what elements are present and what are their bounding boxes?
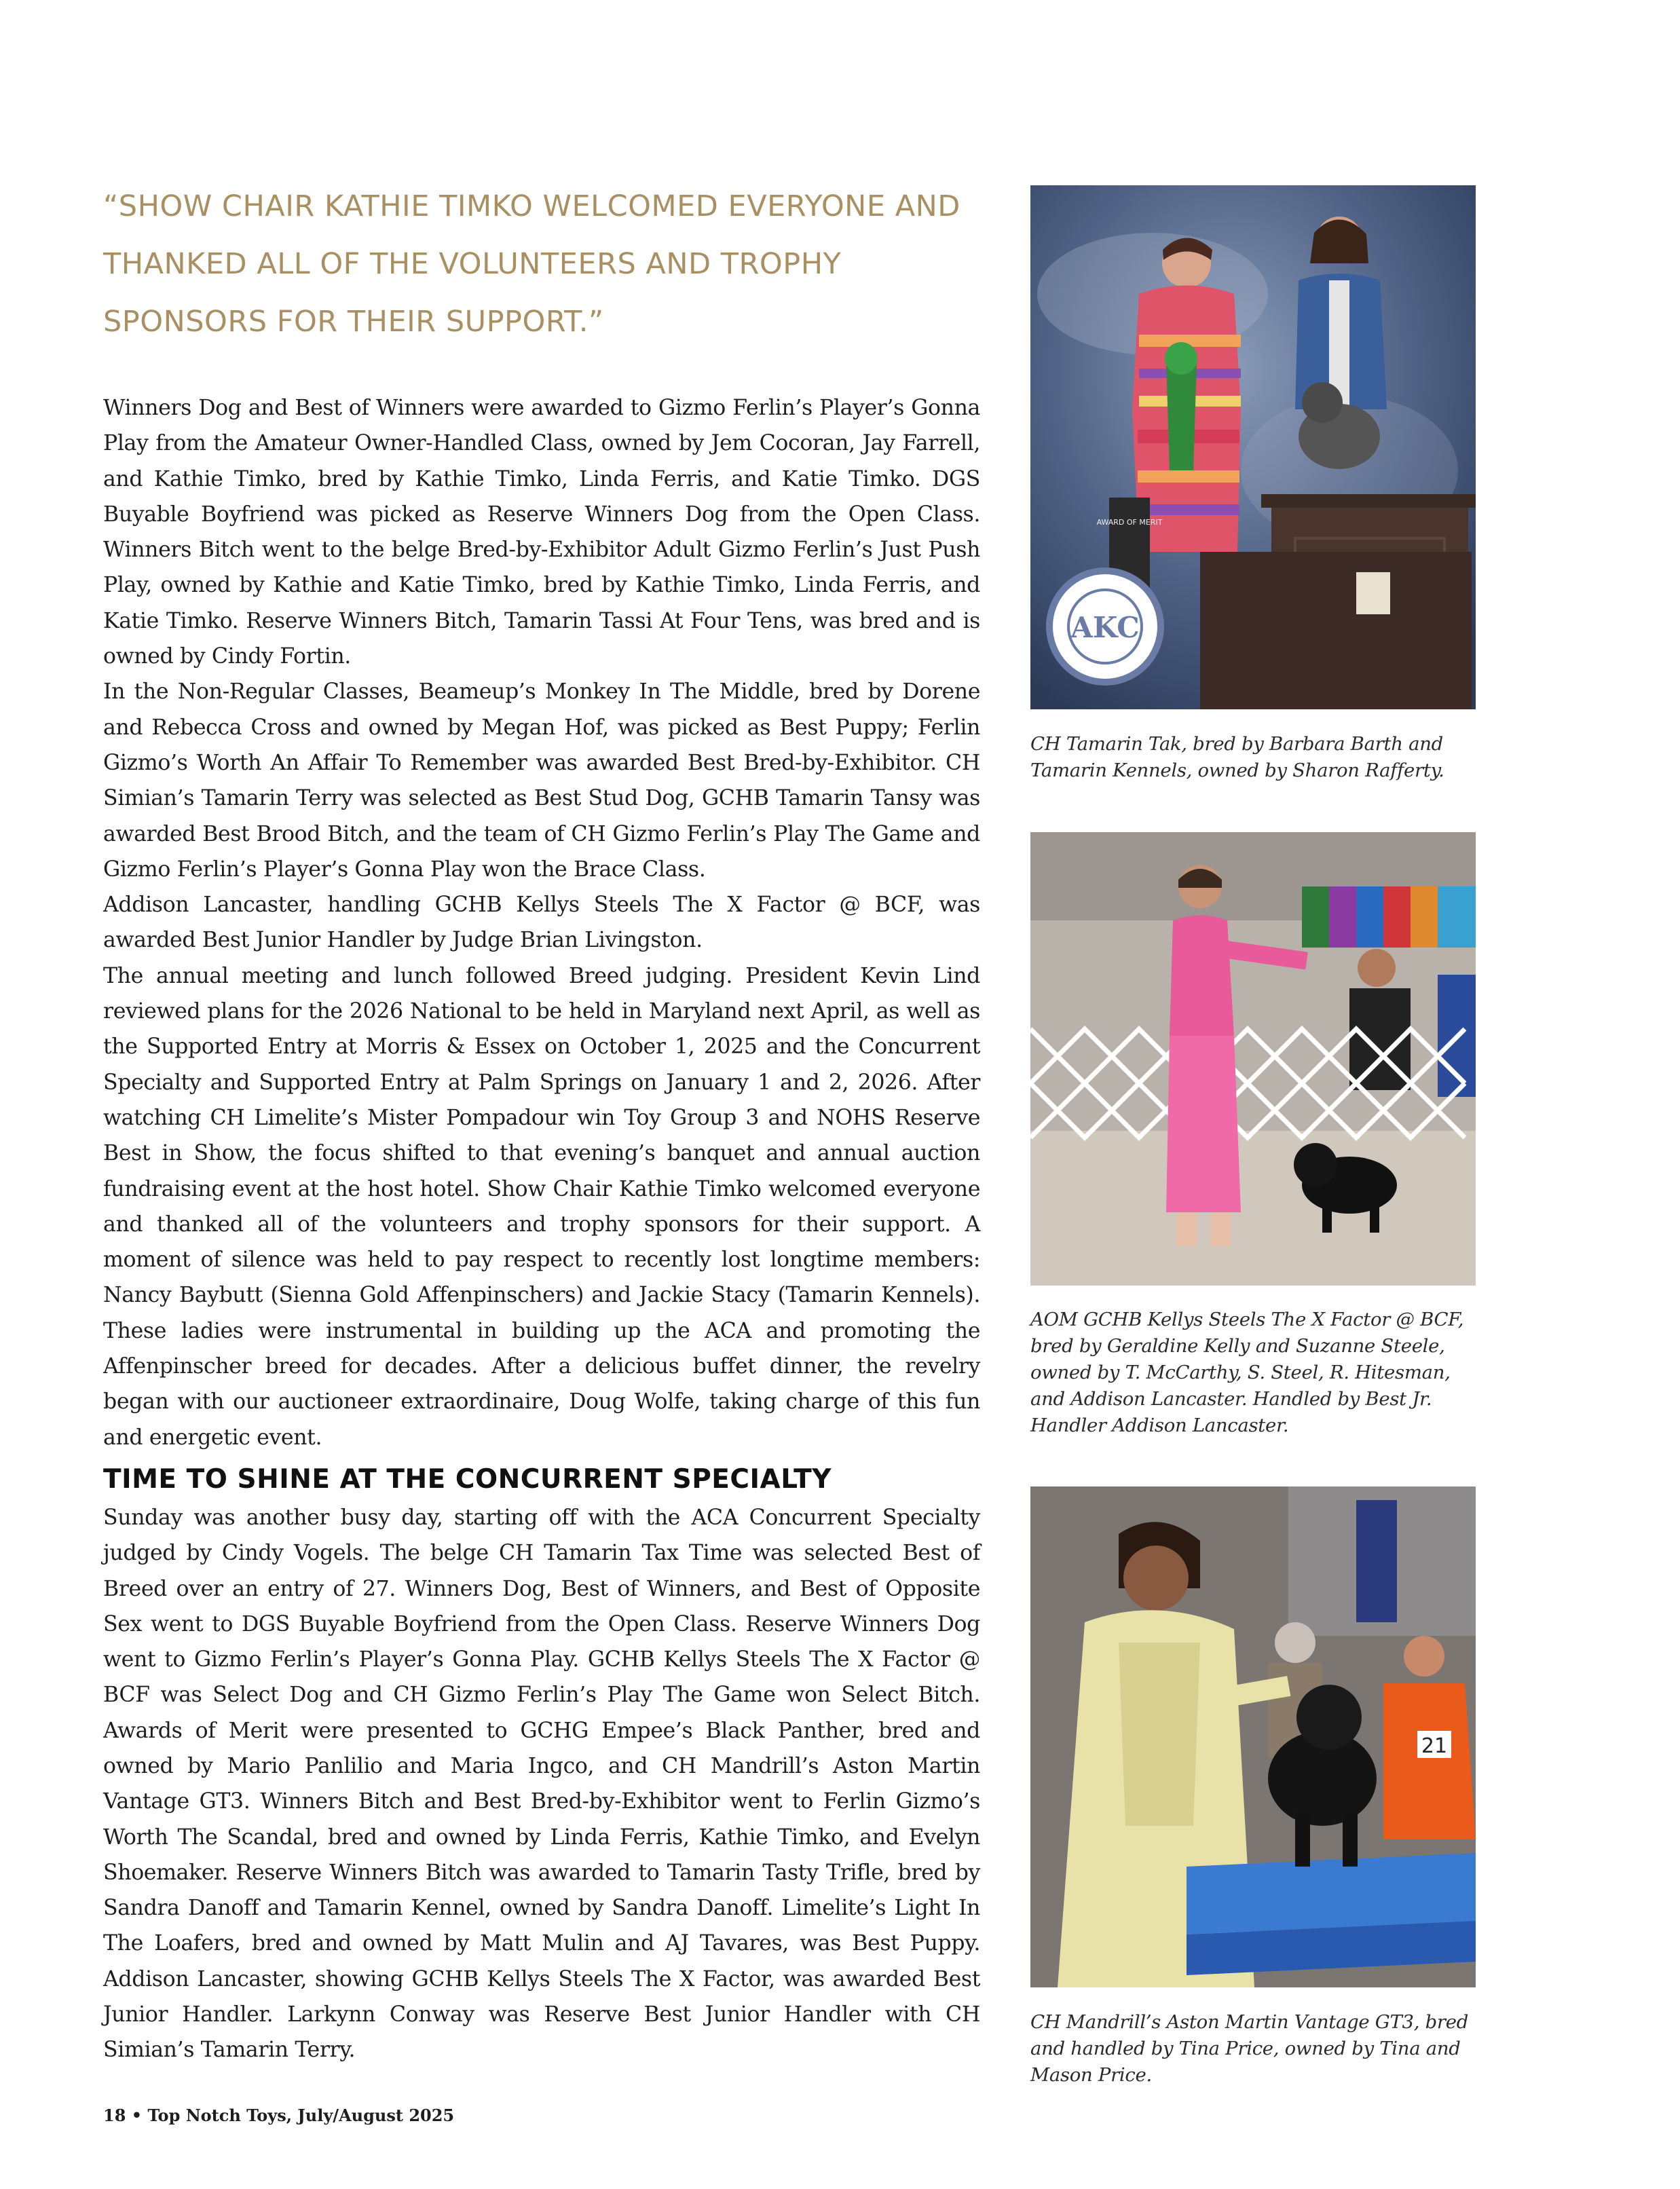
pull-quote: “SHOW CHAIR KATHIE TIMKO WELCOMED EVERYONE AND THANKED ALL OF THE VOLUNTEERS AND TROPHY SPONSORS FOR THEIR SUPPORT.” (103, 189, 960, 339)
article-paragraph-winners: Winners Dog and Best of Winners were awarded to Gizmo Ferlin’s Player’s Gonna Play from the Amateur Owner-Handled Class, owned by Jem Cocoran, Jay Farrell, and Kathie Timko, bred by Kathie Timko, Linda Ferris, and Katie Timko. DGS Buyable Boyfriend was picked as Reserve Winners Dog from the Open Class. Winners Bitch went to the belge Bred-by-Exhibitor Adult Gizmo Ferlin’s Just Push Play, owned by Kathie and Katie Timko, bred by Kathie Timko, Linda Ferris, and Katie Timko. Reserve Winners Bitch, Tamarin Tassi At Four Tens, was bred and is owned by Cindy Fortin. (103, 396, 980, 669)
photo-award-win (1030, 185, 1476, 709)
article-paragraph-non-regular: In the Non-Regular Classes, Beameup’s Monkey In The Middle, bred by Dorene and Rebecca Cross and owned by Megan Hof, was picked as Best Puppy; Ferlin Gizmo’s Worth An Affair To Remember was awarded Best Bred-by-Exhibitor. CH Simian’s Tamarin Terry was selected as Best Stud Dog, GCHB Tamarin Tansy was awarded Best Brood Bitch, and the team of CH Gizmo Ferlin’s Play The Game and Gizmo Ferlin’s Player’s Gonna Play won the Brace Class. (103, 679, 980, 882)
photo-handler-table-image (1030, 1486, 1476, 1987)
article-paragraph-annual-meeting: The annual meeting and lunch followed Breed judging. President Kevin Lind reviewed plans for the 2026 National to be held in Maryland next April, as well as the Supported Entry at Morris & Essex on October 1, 2025 and the Concurrent Specialty and Supported Entry at Palm Springs on January 1 and 2, 2026. After watching CH Limelite’s Mister Pompadour win Toy Group 3 and NOHS Reserve Best in Show, the focus shifted to that evening’s banquet and annual auction fundraising event at the host hotel. Show Chair Kathie Timko welcomed everyone and thanked all of the volunteers and trophy sponsors for their support. A moment of silence was held to pay respect to recently lost longtime members: Nancy Baybutt (Sienna Gold Affenpinschers) and Jackie Stacy (Tamarin Kennels). These ladies were instrumental in building up the ACA and promoting the Affenpinscher breed for decades. After a delicious buffet dinner, the revelry began with our auctioneer extraordinaire, Doug Wolfe, taking charge of this fun and energetic event. (103, 963, 980, 1450)
photo-handler-table (1030, 1486, 1476, 1987)
photo-award-win-image (1030, 185, 1476, 709)
armband-number: 21 (1421, 1734, 1448, 1758)
section-heading: TIME TO SHINE AT THE CONCURRENT SPECIALTY (103, 1463, 832, 1495)
photo-junior-handler-image (1030, 832, 1476, 1286)
article-paragraph-specialty: Sunday was another busy day, starting off with the ACA Concurrent Specialty judged by Cindy Vogels. The belge CH Tamarin Tax Time was selected Best of Breed over an entry of 27. Winners Dog, Best of Winners, and Best of Opposite Sex went to DGS Buyable Boyfriend from the Open Class. Reserve Winners Dog went to Gizmo Ferlin’s Player’s Gonna Play. GCHB Kellys Steels The X Factor @ BCF was Select Dog and CH Gizmo Ferlin’s Play The Game won Select Bitch. Awards of Merit were presented to GCHG Empee’s Black Panther, bred and owned by Mario Panlilio and Maria Ingco, and CH Mandrill’s Aston Martin Vantage GT3. Winners Bitch and Best Bred-by-Exhibitor went to Ferlin Gizmo’s Worth The Scandal, bred and owned by Linda Ferris, Kathie Timko, and Evelyn Shoemaker. Reserve Winners Bitch was awarded to Tamarin Tasty Trifle, bred by Sandra Danoff and Tamarin Kennel, owned by Sandra Danoff. Limelite’s Light In The Loafers, bred and owned by Matt Mulin and AJ Tavares, was Best Puppy. Addison Lancaster, showing GCHB Kellys Steels The X Factor, was awarded Best Junior Handler. Larkynn Conway was Reserve Best Junior Handler with CH Simian’s Tamarin Terry. (103, 1505, 980, 2063)
caption-photo-1: CH Tamarin Tak, bred by Barbara Barth and Tamarin Kennels, owned by Sharon Rafferty. (1030, 733, 1444, 781)
page-folio: 18 • Top Notch Toys, July/August 2025 (103, 2106, 455, 2125)
plaque-text: AWARD OF MERIT (1096, 518, 1163, 527)
akc-seal-text: AKC (1070, 611, 1140, 644)
caption-photo-3: CH Mandrill’s Aston Martin Vantage GT3, bred and handled by Tina Price, owned by Tina and Mason Price. (1030, 2011, 1469, 2086)
caption-photo-2: AOM GCHB Kellys Steels The X Factor @ BCF, bred by Geraldine Kelly and Suzanne Steele, owned by T. McCarthy, S. Steel, R. Hitesman, and Addison Lancaster. Handled by Best Jr. Handler Addison Lancaster. (1030, 1309, 1464, 1436)
article-paragraph-junior-handler: Addison Lancaster, handling GCHB Kellys Steels The X Factor @ BCF, was awarded Best Junior Handler by Judge Brian Livingston. (103, 893, 980, 953)
article-body (103, 390, 980, 2068)
photo-junior-handler (1030, 832, 1476, 1286)
